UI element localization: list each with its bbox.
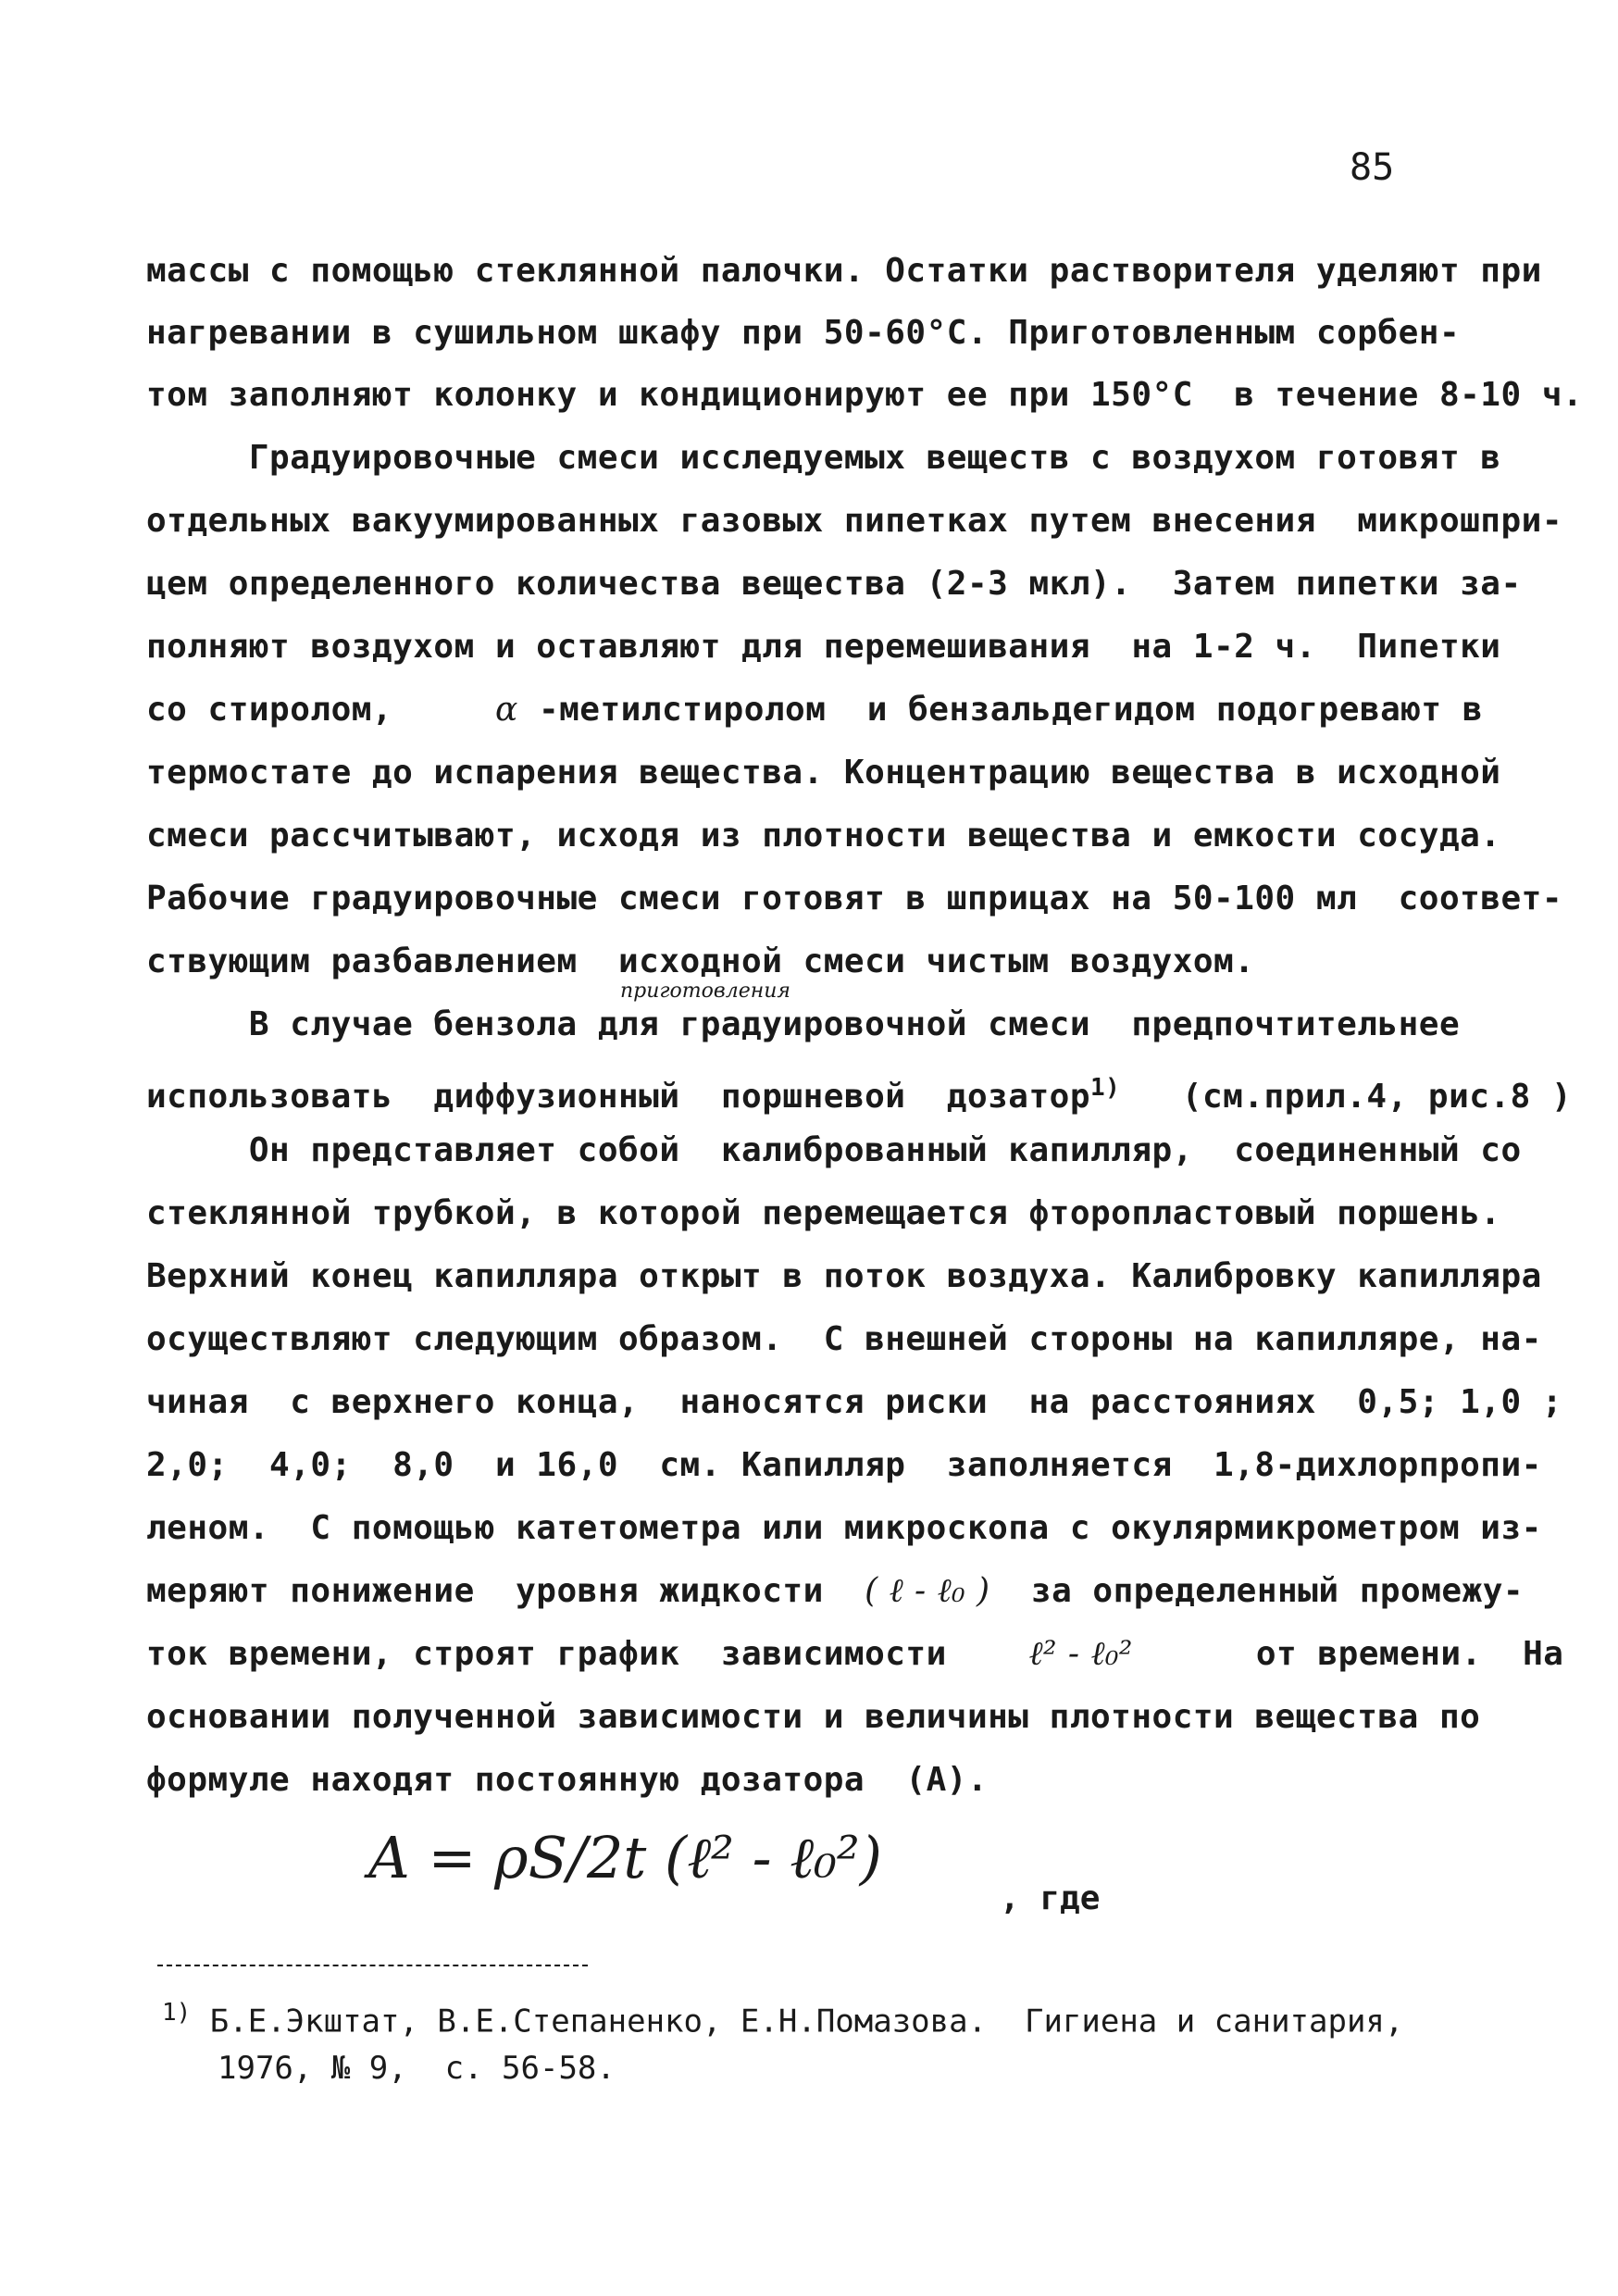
footnote-marker: 1) (162, 1999, 192, 2027)
text-line-2: нагревании в сушильном шкафу при 50-60°С. Приготовленным сорбен- (146, 314, 1461, 352)
text-line-23-start: ток времени, строят график зависимости (146, 1635, 947, 1673)
text-line-7: полняют воздухом и оставляют для перемешивания на 1-2 ч. Пипетки (146, 628, 1501, 666)
text-line-22-end: за определенный промежу- (989, 1572, 1525, 1610)
formula-where: , где (1000, 1879, 1101, 1917)
handwritten-annotation: приготовления (620, 980, 790, 1003)
footnote-reference: 1) (1090, 1074, 1121, 1102)
text-line-9: термостате до испарения вещества. Концентрацию вещества в исходной (146, 754, 1501, 792)
text-line-18: осуществляют следующим образом. С внешней стороны на капилляре, на- (146, 1320, 1542, 1358)
text-line-6: цем определенного количества вещества (2-3 мкл). Затем пипетки за- (146, 565, 1522, 603)
formula: A = ρS/2t (ℓ² - ℓ₀²) (368, 1824, 882, 1891)
text-line-20: 2,0; 4,0; 8,0 и 16,0 см. Капилляр заполняется 1,8-дихлорпропи- (146, 1446, 1542, 1484)
text-line-16: стеклянной трубкой, в которой перемещается фторопластовый поршень. (146, 1194, 1501, 1232)
text-line-17: Верхний конец капилляра открыт в поток воздуха. Калибровку капилляра (146, 1257, 1542, 1295)
text-line-25: формуле находят постоянную дозатора (А). (146, 1761, 989, 1799)
text-line-24: основании полученной зависимости и величины плотности вещества по (146, 1698, 1481, 1736)
level-expression: ( ℓ - ℓ₀ ) (865, 1572, 990, 1610)
footnote-line-1 (162, 1992, 1476, 2041)
page-number: 85 (1350, 146, 1395, 189)
text-line-23-end: от времени. На (1132, 1635, 1564, 1673)
text-line-8 (146, 689, 1483, 731)
footnote-divider (157, 1965, 588, 1966)
text-line-8-start: со стиролом, (146, 691, 393, 729)
text-line-22 (146, 1570, 1525, 1613)
text-line-3: том заполняют колонку и кондиционируют ее при 150°С в течение 8-10 ч. (146, 376, 1584, 414)
text-line-14-end: (см.прил.4, рис.8 ) (1120, 1078, 1573, 1116)
text-line-1: массы с помощью стеклянной палочки. Остатки растворителя уделяют при (146, 252, 1542, 290)
text-line-23 (146, 1633, 1564, 1676)
text-line-11: Рабочие градуировочные смеси готовят в шприцах на 50-100 мл соответ- (146, 880, 1562, 917)
alpha-symbol: α (494, 691, 518, 729)
footnote-line-2: 1976, № 9, с. 56-58. (218, 2050, 616, 2087)
text-line-13: В случае бензола для градуировочной смеси предпочтительнее (146, 1005, 1461, 1043)
footnote-text-1: Б.Е.Экштат, В.Е.Степаненко, Е.Н.Помазова. Гигиена и санитария, (191, 2003, 1404, 2040)
text-line-4: Градуировочные смеси исследуемых веществ с воздухом готовят в (146, 439, 1501, 477)
text-line-14 (146, 1067, 1573, 1118)
text-line-19: чиная с верхнего конца, наносятся риски на расстояниях 0,5; 1,0 ; (146, 1383, 1562, 1421)
text-line-22-start: меряют понижение уровня жидкости (146, 1572, 824, 1610)
text-line-15: Он представляет собой калиброванный капилляр, соединенный со (146, 1131, 1522, 1169)
text-line-10: смеси рассчитывают, исходя из плотности вещества и емкости сосуда. (146, 817, 1501, 855)
text-line-5: отдельных вакуумированных газовых пипетках путем внесения микрошпри- (146, 502, 1562, 540)
graph-expression: ℓ² - ℓ₀² (1028, 1635, 1133, 1673)
text-line-8-end: -метилстиролом и бензальдегидом подогревают в (517, 691, 1483, 729)
text-line-14-start: использовать диффузионный поршневой дозатор (146, 1078, 1090, 1116)
text-line-12: ствующим разбавлением исходной смеси чистым воздухом. (146, 942, 1255, 980)
text-line-21: леном. С помощью катетометра или микроскопа с окулярмикрометром из- (146, 1509, 1542, 1547)
